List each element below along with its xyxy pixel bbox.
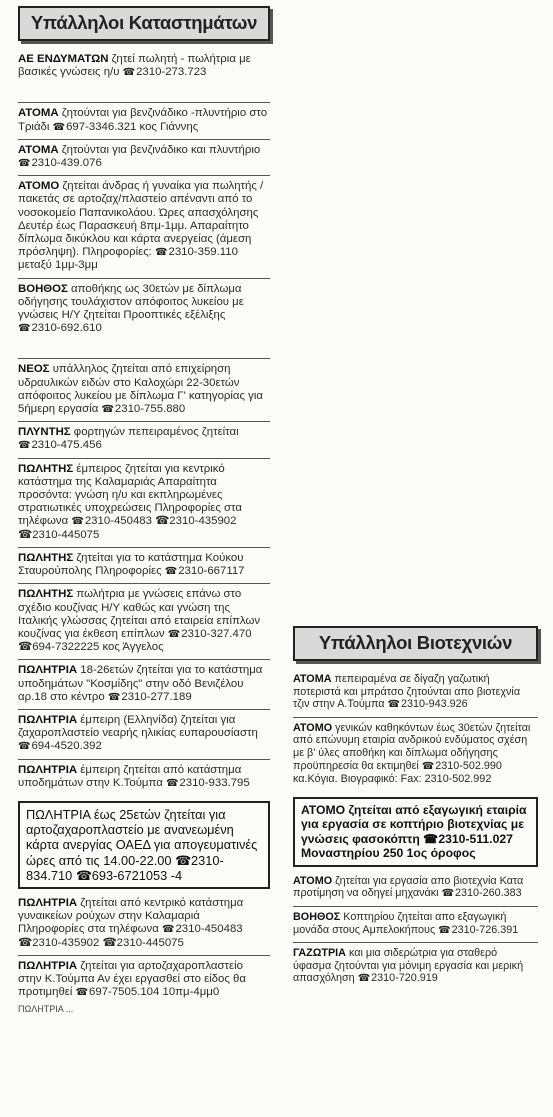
ad-phone: 2310-359.110 μεταξύ 1μμ-3μμ	[18, 246, 238, 272]
phone-icon: ☎	[387, 699, 400, 711]
phone-icon: ☎	[162, 924, 175, 936]
phone-icon: ☎	[18, 741, 31, 753]
ad-text: πωλήτρια με γνώσεις επάνω στο σχέδιο κουζίνας Η/Υ καθώς και γνώση της Ιταλικής γλώσσας ζητείται από εταιρεία επίπλων κουζίνας για έκθεση επίπλων	[18, 588, 261, 640]
ad-phone: 697-3346.321 κος Γιάννης	[66, 120, 199, 133]
ad-text: και μια σιδερώτρια για σταθερό ύφασμα ζητούνται για μόνιμη εργασία και μερική απασχόληση	[293, 947, 524, 985]
classified-ad	[18, 421, 270, 457]
workshops-boxed-ad: ΑΤΟΜΟ ζητείται από εξαγωγική εταιρία για εργασία σε κοπτήριο βιοτεχνίας με γνώσεις φασοκόπτη ☎2310-511.027 Μοναστηρίου 250 1ος όροφος	[293, 797, 538, 867]
phone-icon: ☎	[107, 691, 121, 703]
phone-icon: ☎	[357, 973, 371, 985]
ad-keyword: ΠΛΥΝΤΗΣ	[18, 426, 71, 439]
ad-text: ζητείται για αρτοζαχαροπλαστείο στην Κ.Τούμπα Αν έχει εργασθεί στο είδος θα προτιμηθεί	[18, 959, 246, 999]
ad-text: ζητείται από κεντρικό κατάστημα γυναικείων ρούχων στην Καλαμαριά Πληροφορίες στα τηλέφωνα	[18, 896, 244, 936]
classified-ad	[18, 547, 270, 583]
ad-text: έμπειρη (Ελληνίδα) ζητείται για ζαχαροπλαστείο νεαρής ηλικίας ευπαρουσίαστη	[18, 713, 258, 740]
ad-phone: 2310-260.383	[455, 887, 522, 900]
phone-icon: ☎	[75, 987, 89, 999]
workshops-ads-list-2	[293, 871, 538, 991]
workshops-header: Υπάλληλοι Βιοτεχνιών	[293, 626, 538, 661]
shops-column	[18, 6, 270, 1014]
ad-keyword: ΝΕΟΣ	[18, 363, 50, 376]
ad-phone: 2310-450483 ☎2310-435902 ☎2310-445075	[18, 515, 237, 541]
ad-text: έμπειρος ζητείται για κεντρικό κατάστημα της Καλαμαριάς Απαραίτητα προσόντα: γνώση η/υ και εκπληρωμένες στρατιωτικές υποχρεώσεις Πληροφορίες στα τηλέφωνα	[18, 462, 242, 528]
ad-text: ζητεί πωλητή - πωλήτρια με βασικές γνώσεις η/υ	[18, 53, 251, 79]
section-gap	[18, 340, 270, 358]
ad-text: υπάλληλος ζητείται από επιχείρηση υδραυλικών ειδών στο Καλοχώρι 22-30ετών απόφοιτος λυκείου με δίπλωμα Γ' κατηγορίας για 5ήμερη εργασία	[18, 363, 263, 416]
classified-ad	[18, 893, 270, 955]
classified-ad	[293, 942, 538, 991]
classified-ad	[18, 102, 270, 138]
ad-keyword: ΠΩΛΗΤΡΙΑ	[18, 896, 78, 909]
phone-icon: ☎	[18, 158, 31, 170]
ad-phone: 2310-327.470 ☎694-7322225 κος Άγγελος	[18, 627, 252, 654]
ad-keyword: ΑΤΟΜΟ	[18, 180, 60, 193]
ad-phone: 697-7505.104 10πμ-4μμ0	[89, 986, 220, 999]
phone-icon: ☎	[101, 404, 114, 416]
classified-ad	[18, 709, 270, 759]
ad-phone: 2310-439.076	[31, 157, 102, 170]
phone-icon: ☎	[52, 121, 66, 133]
classified-ad	[18, 759, 270, 795]
ad-keyword: ΑΤΟΜΑ	[18, 143, 59, 156]
ad-keyword: ΠΩΛΗΤΗΣ	[18, 588, 74, 601]
phone-icon: ☎	[165, 777, 179, 789]
section-gap	[18, 84, 270, 102]
ad-keyword: ΑΤΟΜΑ	[293, 673, 332, 685]
ad-phone: 2310-692.610	[31, 322, 102, 335]
ad-text: φορτηγών πεπειραμένος ζητείται	[70, 426, 239, 439]
ad-phone: 2310-720.919	[371, 972, 438, 985]
ad-phone: 2310-933.795	[179, 776, 250, 789]
ad-phone: 2310-273.723	[136, 66, 207, 79]
ad-phone: 2310-502.990 κα.Κόγια. Βιογραφικό: Fax: 2310-502.992	[293, 759, 502, 786]
classified-ad	[18, 659, 270, 709]
ad-keyword: ΑΤΟΜΟ	[293, 874, 333, 887]
classified-ad	[18, 955, 270, 1005]
ad-keyword: ΠΩΛΗΤΗΣ	[18, 551, 74, 564]
phone-icon: ☎	[122, 67, 136, 79]
ad-text: γενικών καθηκόντων έως 30ετών ζητείται από επώνυμη εταιρία ανδρικού ενδύματος σχέση με β' ύλες αποθήκη και δίπλωμα οδήγησης προϋπηρεσία θα εκτιμηθεί	[293, 721, 531, 772]
classified-ad	[18, 175, 270, 277]
ad-text: έμπειρη ζητείται από κατάστημα υποδημάτων στην Κ.Τούμπα	[18, 763, 242, 789]
ad-keyword: ΠΩΛΗΤΡΙΑ	[18, 959, 78, 972]
shops-ads-list	[18, 49, 270, 795]
ad-keyword: ΑΤΟΜΑ	[18, 107, 59, 120]
ad-text: πεπειραμένα σε δίγαζη γαζωτική ποτεριστά και μπράτσο ζητούνται απο βιοτεχνία τζιν στην Α.Τούμπα	[293, 673, 521, 711]
phone-icon: ☎	[71, 516, 84, 528]
phone-icon: ☎	[18, 323, 31, 335]
ad-phone: 694-4520.392	[31, 740, 102, 753]
classified-ad	[293, 871, 538, 906]
phone-icon: ☎	[18, 440, 31, 452]
ad-text: ζητείται άνδρας ή γυναίκα για πωλητής /πακετάς σε αρτοζαχ/πλαστείο απέναντι από το νοσοκομείο Παπανικολάου. Ώρες απασχόλησης Δευτέρ έως Παρασκευή 8πμ-1μμ. Απαραίτητο δίπλωμα δικύκλου και κάρτα ανεργείας (άμεση πρόσληψη). Πληροφορίες:	[18, 180, 264, 259]
ad-keyword: ΒΟΗΘΟΣ	[293, 910, 341, 923]
ad-phone: 2310-726.391	[451, 923, 519, 936]
ad-text: αποθήκης ως 30ετών με δίπλωμα οδήγησης τουλάχιστον απόφοιτος λυκείου με γνώσεις Η/Υ ζητείται Προοπτικές εξέλιξης	[18, 282, 244, 322]
classified-ad	[18, 358, 270, 421]
ad-phone: 2310-667117	[178, 565, 245, 578]
classified-ad	[18, 458, 270, 547]
ad-phone: 2310-450483 ☎2310-435902 ☎2310-445075	[18, 923, 243, 949]
ad-text: ζητούνται για βενζινάδικο -πλυντήριο στο Τριάδι	[18, 107, 268, 133]
cut-off-ad: ΠΩΛΗΤΡΙΑ ...	[18, 1004, 74, 1015]
phone-icon: ☎	[421, 760, 435, 772]
ad-keyword: ΓΑΖΩΤΡΙΑ	[293, 947, 346, 960]
ad-keyword: ΠΩΛΗΤΡΙΑ	[18, 713, 78, 726]
ad-text: ζητείται για το κατάστημα Κούκου Σταυρούπολης Πληροφορίες	[18, 551, 244, 578]
ad-phone: 2310-475.456	[31, 439, 102, 452]
workshops-column	[293, 626, 538, 991]
ad-text: ζητούνται για βενζινάδικο και πλυντήριο	[58, 143, 261, 156]
phone-icon: ☎	[155, 247, 168, 259]
classified-ad	[293, 717, 538, 791]
phone-icon: ☎	[164, 566, 178, 578]
phone-icon: ☎	[167, 628, 181, 640]
ad-text: 18-26ετών ζητείται για το κατάστημα υποδημάτων "Κοσμίδης" στην οδό Βενιζέλου αρ.18 στο κέντρο	[18, 664, 263, 703]
ad-keyword: ΑΤΟΜΟ	[293, 721, 333, 734]
shops-header: Υπάλληλοι Καταστημάτων	[18, 6, 270, 41]
shops-ads-list-2	[18, 893, 270, 1004]
ad-phone: 2310-277.189	[121, 690, 192, 703]
ad-text: Κοπτηρίου ζητείται απο εξαγωγική μονάδα στους Αμπελοκήπους	[293, 910, 507, 936]
ad-keyword: ΠΩΛΗΤΗΣ	[18, 462, 74, 475]
classified-ad	[293, 669, 538, 717]
ad-phone: 2310-755.880	[114, 403, 186, 416]
ad-keyword: ΠΩΛΗΤΡΙΑ	[18, 763, 78, 776]
ad-text: ζητείται για εργασία απο βιοτεχνία Κατα προτίμηση να οδηγεί μηχανάκι	[293, 874, 524, 900]
phone-icon: ☎	[441, 888, 455, 900]
classified-ad	[293, 906, 538, 942]
workshops-ads-list	[293, 669, 538, 791]
shops-boxed-ad: ΠΩΛΗΤΡΙΑ έως 25ετών ζητείται για αρτοζαχαροπλαστείο με ανανεωμένη κάρτα ανεργίας ΟΑΕΔ για απογευματινές ώρες από τις 14.00-22.00 ☎2310-834.710 ☎693-6721053 -4	[18, 801, 270, 889]
ad-keyword: ΑΕ ΕΝΔΥΜΑΤΩΝ	[18, 53, 109, 65]
classified-ad	[18, 49, 270, 84]
ad-keyword: ΒΟΗΘΟΣ	[18, 282, 68, 295]
phone-icon: ☎	[438, 924, 451, 936]
classified-ad	[18, 139, 270, 175]
classified-ad	[18, 583, 270, 659]
ad-phone: 2310-943.926	[400, 698, 468, 711]
ad-keyword: ΠΩΛΗΤΡΙΑ	[18, 664, 78, 677]
classified-ad	[18, 278, 270, 341]
